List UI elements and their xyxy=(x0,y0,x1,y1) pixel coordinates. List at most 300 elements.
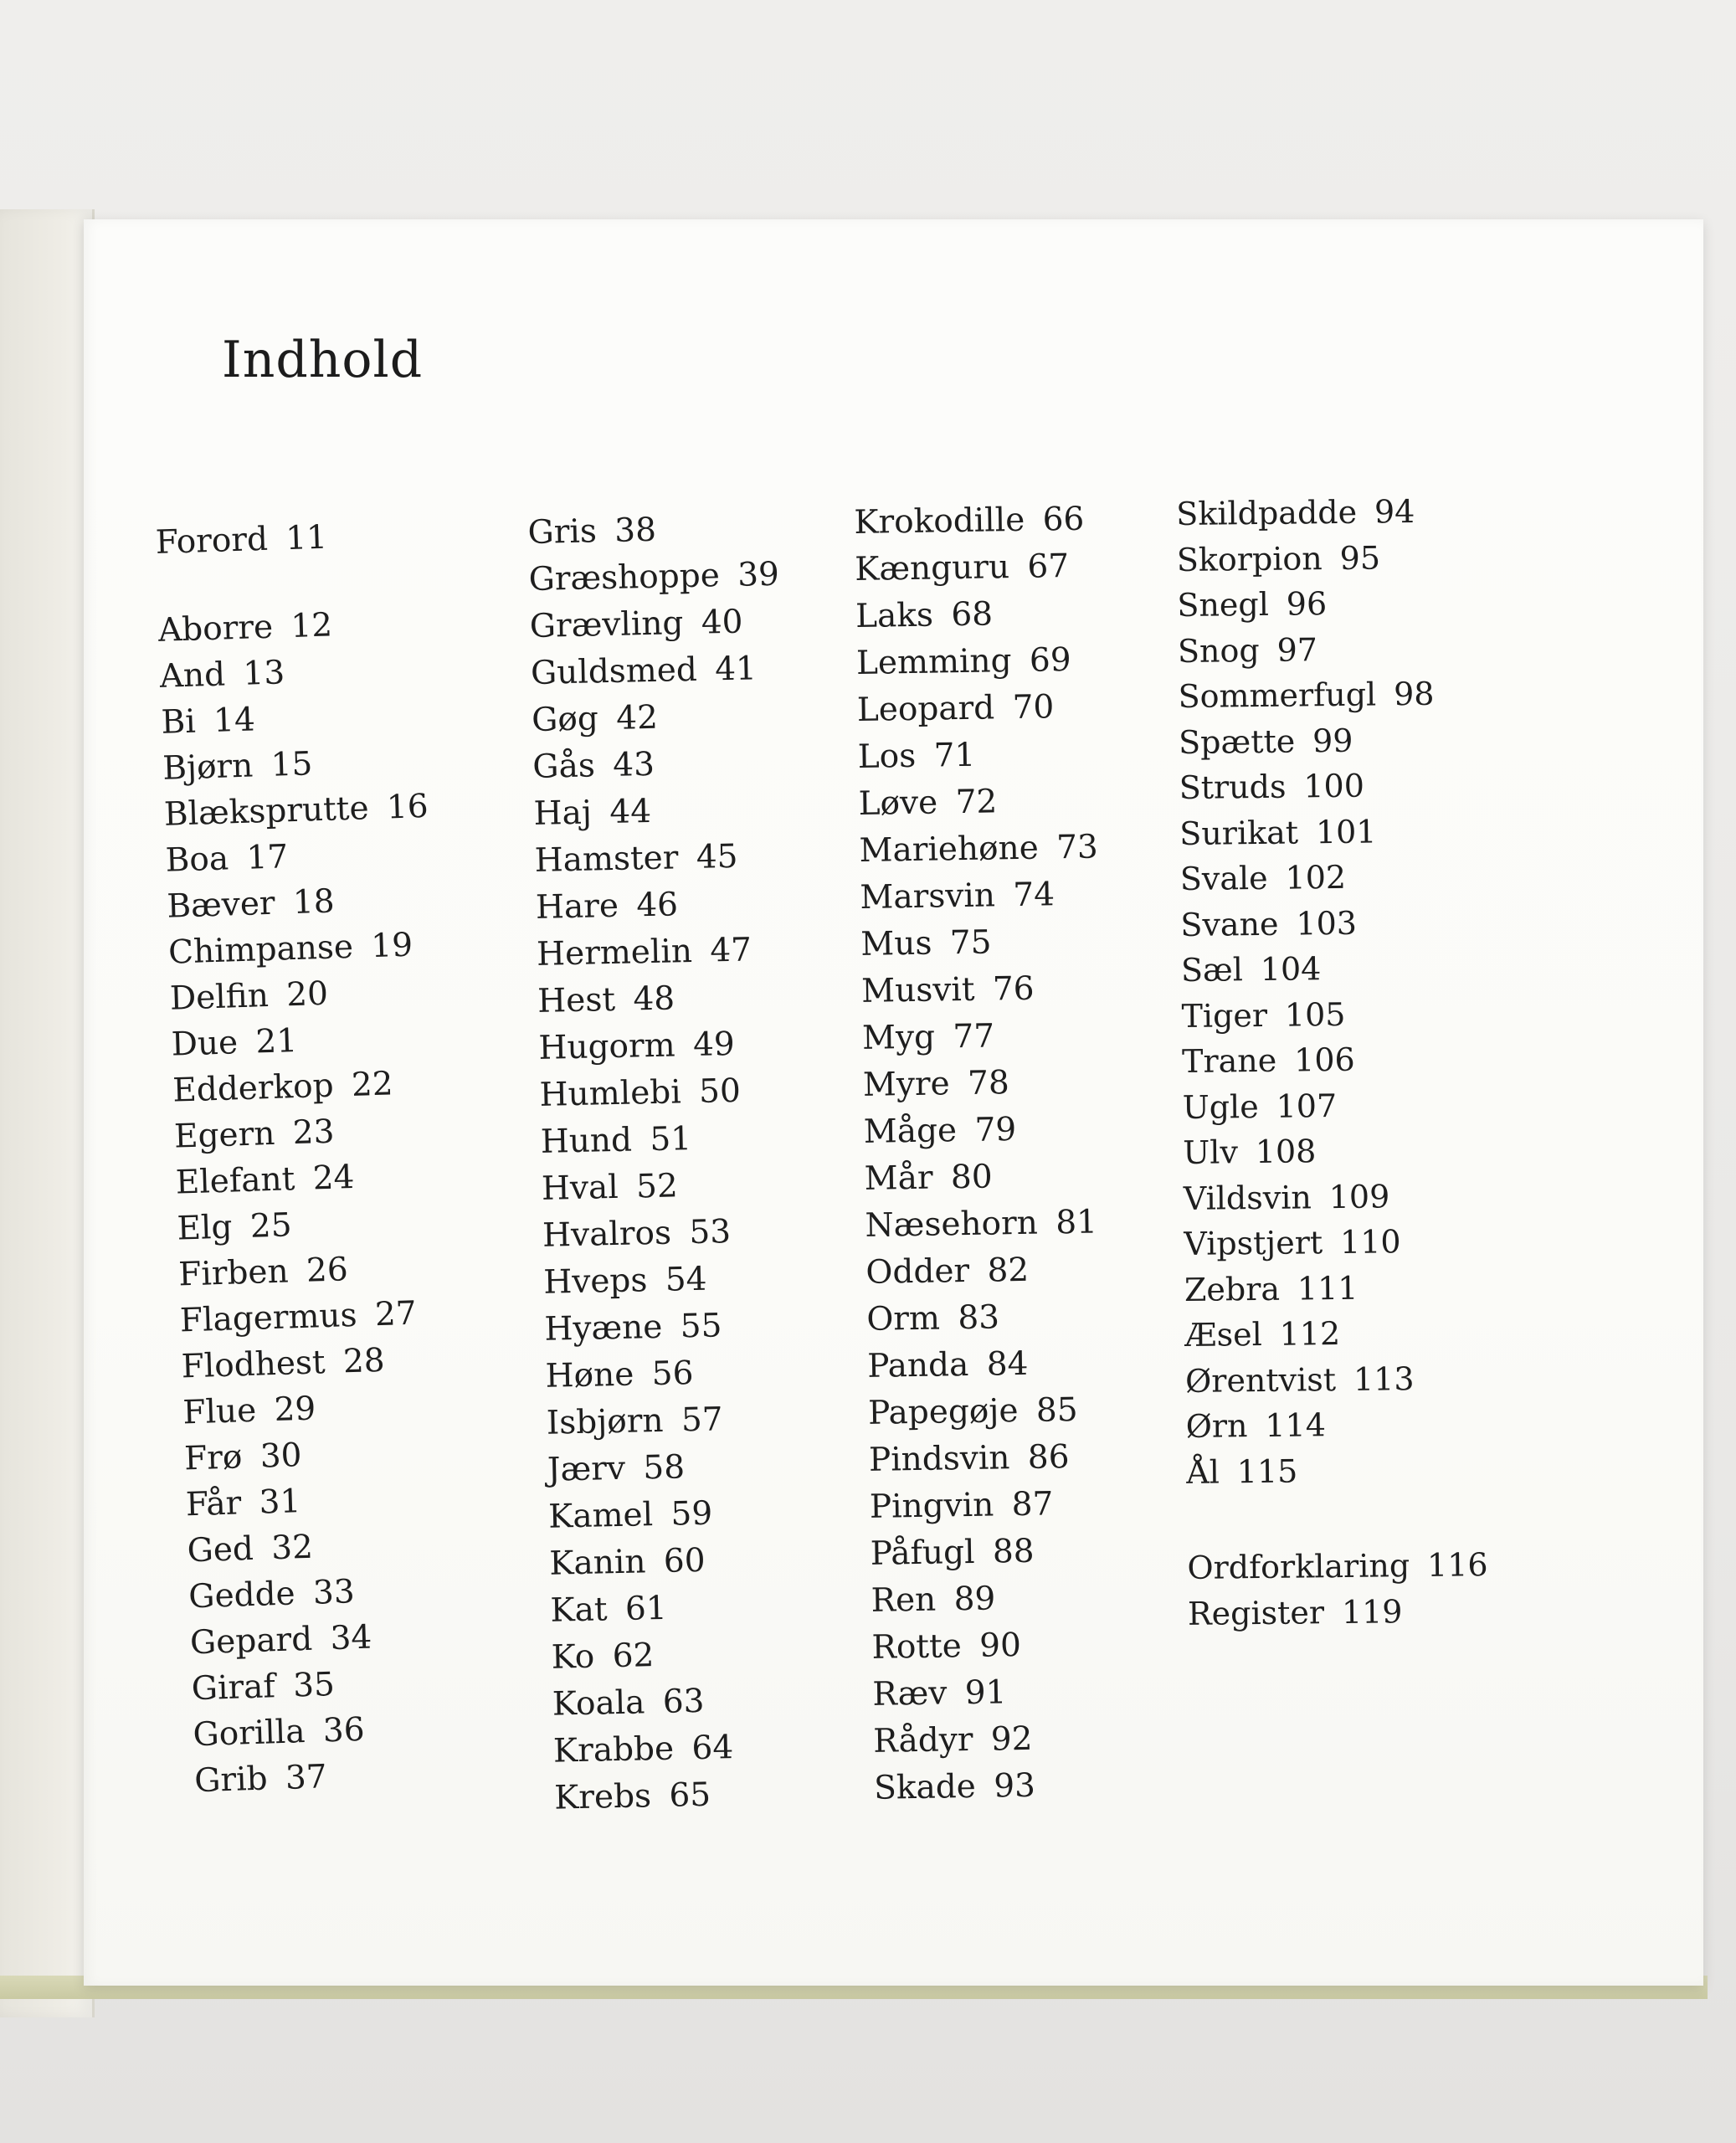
toc-entry-page-number: 93 xyxy=(993,1766,1036,1806)
toc-entry xyxy=(532,693,783,745)
toc-entry-title: Pindsvin xyxy=(868,1439,1010,1479)
toc-entry-title: Vildsvin xyxy=(1183,1178,1312,1217)
toc-entry xyxy=(551,1630,802,1682)
toc-entry-page-number: 110 xyxy=(1339,1223,1401,1261)
toc-entry-title: Forord xyxy=(155,520,269,562)
toc-entry-title: Hyæne xyxy=(544,1308,663,1349)
toc-entry-page-number: 40 xyxy=(701,603,743,642)
toc-entry-title: Ordforklaring xyxy=(1187,1547,1410,1586)
toc-entry-page-number: 25 xyxy=(249,1206,293,1246)
toc-entry xyxy=(173,1107,439,1161)
toc-entry-page-number: 14 xyxy=(213,701,256,740)
toc-entry xyxy=(855,544,1094,594)
toc-entry xyxy=(554,1770,805,1822)
toc-entry xyxy=(161,692,426,747)
toc-entry-page-number: 74 xyxy=(1012,876,1055,915)
toc-entry-page-number: 51 xyxy=(649,1120,692,1159)
toc-entry-page-number: 39 xyxy=(737,555,780,594)
toc-entry-page-number: 68 xyxy=(951,595,994,635)
toc-entry xyxy=(1184,1219,1485,1267)
toc-entry-page-number: 46 xyxy=(635,886,679,925)
toc-entry xyxy=(545,1349,796,1401)
toc-entry-title: Ræv xyxy=(872,1674,948,1714)
toc-entry-title: Edderkop xyxy=(172,1066,335,1110)
toc-entry xyxy=(1182,1082,1483,1131)
toc-entry-title: Ørn xyxy=(1185,1407,1248,1445)
toc-entry-page-number: 116 xyxy=(1426,1546,1488,1584)
toc-entry-page-number: 45 xyxy=(696,837,738,876)
toc-entry xyxy=(1179,763,1480,811)
toc-entry-title: Bjørn xyxy=(162,747,254,788)
toc-entry-title: Hund xyxy=(540,1121,633,1161)
toc-entry-title: Sommerfugl xyxy=(1178,676,1377,715)
page-title: Indhold xyxy=(222,331,424,389)
toc-entry xyxy=(172,1061,438,1115)
toc-entry xyxy=(529,599,780,651)
toc-entry-title: Ugle xyxy=(1182,1087,1259,1126)
toc-entry-page-number: 112 xyxy=(1279,1315,1341,1353)
toc-entry xyxy=(191,1658,456,1713)
toc-entry-title: Skade xyxy=(873,1767,977,1807)
toc-entry-page-number: 96 xyxy=(1286,585,1328,623)
toc-entry xyxy=(535,881,786,933)
toc-entry xyxy=(169,969,434,1023)
toc-entry-title: Hare xyxy=(535,886,619,927)
toc-entry-title: Ål xyxy=(1186,1453,1220,1491)
toc-entry-page-number: 34 xyxy=(329,1618,372,1658)
toc-column-3 xyxy=(854,497,1113,1813)
toc-entry-page-number: 30 xyxy=(259,1436,303,1476)
toc-entry-title: Los xyxy=(857,737,917,776)
toc-entry xyxy=(859,825,1098,875)
toc-entry-title: Ørentvist xyxy=(1184,1360,1337,1400)
toc-entry-page-number: 99 xyxy=(1312,722,1353,759)
toc-entry-page-number: 113 xyxy=(1353,1359,1415,1398)
toc-entry xyxy=(533,787,784,839)
toc-entry-title: Haj xyxy=(533,794,593,833)
toc-entry-page-number: 107 xyxy=(1276,1087,1338,1125)
toc-entry xyxy=(858,778,1097,828)
toc-entry-title: Lemming xyxy=(855,642,1012,682)
toc-entry-title: Ged xyxy=(186,1529,254,1570)
toc-entry xyxy=(1177,580,1478,629)
toc-entry xyxy=(871,1575,1110,1625)
toc-entry-page-number: 50 xyxy=(698,1072,742,1111)
toc-entry-page-number: 49 xyxy=(692,1025,736,1064)
toc-entry xyxy=(863,1106,1102,1156)
toc-entry-title: Rotte xyxy=(871,1627,963,1667)
toc-entry-page-number: 42 xyxy=(615,698,659,737)
toc-entry-title: Marsvin xyxy=(860,876,996,917)
toc-entry-page-number: 20 xyxy=(285,974,329,1015)
toc-entry-page-number: 75 xyxy=(949,923,992,963)
toc-entry-title: Spætte xyxy=(1178,722,1296,761)
toc-entry-title: Grævling xyxy=(529,604,684,645)
toc-entry-page-number: 60 xyxy=(663,1541,706,1580)
toc-entry xyxy=(866,1293,1106,1344)
toc-entry xyxy=(869,1434,1108,1484)
toc-entry-page-number: 91 xyxy=(964,1673,1007,1713)
toc-entry-title: Snegl xyxy=(1177,585,1270,624)
toc-entry xyxy=(188,1566,454,1621)
toc-entry-title: Høne xyxy=(545,1355,634,1395)
toc-entry-title: Svane xyxy=(1180,905,1279,943)
toc-entry-page-number: 28 xyxy=(342,1341,386,1381)
toc-entry xyxy=(543,1256,794,1308)
toc-entry xyxy=(552,1724,804,1776)
toc-entry-title: Skorpion xyxy=(1176,539,1323,578)
toc-entry-title: Løve xyxy=(858,784,938,823)
toc-entry-page-number: 69 xyxy=(1029,640,1071,680)
toc-entry-title: Trane xyxy=(1181,1041,1277,1080)
toc-entry-page-number: 67 xyxy=(1027,547,1070,586)
toc-entry-title: Hugorm xyxy=(537,1026,676,1067)
toc-entry xyxy=(871,1621,1111,1672)
toc-entry-page-number: 18 xyxy=(292,882,336,922)
toc-entry xyxy=(177,1245,443,1299)
toc-entry-page-number: 92 xyxy=(990,1719,1033,1759)
toc-entry-page-number: 71 xyxy=(933,736,976,775)
toc-entry xyxy=(177,1199,442,1253)
toc-entry-page-number: 111 xyxy=(1297,1269,1358,1308)
toc-entry-page-number: 70 xyxy=(1012,688,1055,727)
toc-entry-title: Hermelin xyxy=(536,932,693,974)
toc-entry xyxy=(538,1021,789,1073)
toc-entry-title: Hvalros xyxy=(542,1214,672,1255)
toc-entry-title: Græshoppe xyxy=(528,557,721,599)
toc-entry-page-number: 100 xyxy=(1303,767,1365,805)
toc-entry-page-number: 90 xyxy=(978,1627,1022,1665)
toc-entry xyxy=(1178,671,1479,720)
toc-entry-page-number: 81 xyxy=(1055,1203,1098,1242)
toc-entry xyxy=(193,1750,459,1805)
toc-entry xyxy=(155,512,420,567)
toc-entry-page-number: 88 xyxy=(992,1532,1035,1571)
toc-entry-title: Aborre xyxy=(157,608,274,650)
toc-entry xyxy=(874,1762,1113,1812)
toc-entry-title: Hamster xyxy=(534,839,679,880)
toc-entry xyxy=(865,1246,1105,1297)
toc-entry-title: Ko xyxy=(551,1637,595,1677)
toc-entry-page-number: 57 xyxy=(681,1400,724,1440)
toc-entry xyxy=(1179,809,1481,857)
toc-column-4 xyxy=(1176,489,1488,1637)
toc-entry xyxy=(854,497,1093,547)
toc-entry xyxy=(1183,1128,1484,1176)
toc-entry xyxy=(1184,1310,1486,1359)
toc-entry-page-number: 98 xyxy=(1393,675,1435,713)
toc-entry xyxy=(165,830,430,885)
toc-entry-title: Delfin xyxy=(169,977,270,1018)
toc-entry xyxy=(869,1481,1108,1531)
toc-column-1 xyxy=(155,512,460,1805)
toc-entry xyxy=(540,1115,791,1167)
toc-entry xyxy=(870,1528,1109,1578)
toc-entry-title: Musvit xyxy=(860,970,975,1010)
toc-entry-page-number: 12 xyxy=(290,606,333,645)
toc-entry-page-number: 15 xyxy=(270,745,314,784)
toc-entry xyxy=(537,974,788,1026)
toc-entry-title: Zebra xyxy=(1184,1270,1281,1308)
toc-entry-page-number: 24 xyxy=(312,1158,356,1198)
toc-entry-page-number: 48 xyxy=(633,979,675,1019)
toc-entry xyxy=(1182,1036,1483,1085)
toc-entry xyxy=(163,784,429,839)
toc-entry xyxy=(175,1153,440,1207)
toc-entry-page-number: 19 xyxy=(370,926,413,966)
toc-entry-title: Myre xyxy=(862,1065,951,1104)
toc-entry xyxy=(534,834,785,886)
toc-entry-page-number: 79 xyxy=(974,1111,1017,1149)
toc-entry-title: Kænguru xyxy=(854,548,1010,588)
toc-entry-page-number: 86 xyxy=(1027,1438,1070,1477)
toc-entry xyxy=(867,1340,1107,1390)
toc-entry-page-number: 72 xyxy=(955,783,998,822)
toc-entry-title: Flodhest xyxy=(181,1344,326,1386)
toc-entry-page-number: 52 xyxy=(635,1167,679,1206)
toc-entry-page-number: 53 xyxy=(688,1213,732,1252)
toc-entry-page-number: 80 xyxy=(950,1158,993,1197)
toc-entry xyxy=(1186,1447,1487,1496)
toc-entry xyxy=(856,637,1096,687)
toc-entry xyxy=(171,1015,436,1069)
toc-entry-title: Struds xyxy=(1179,768,1287,806)
toc-entry-title: Bi xyxy=(160,702,197,742)
toc-entry-title: Gepard xyxy=(189,1620,313,1662)
toc-entry-title: Mus xyxy=(860,924,932,964)
toc-entry-title: Krokodille xyxy=(854,501,1025,542)
toc-entry-title: Hval xyxy=(541,1168,619,1208)
toc-entry xyxy=(860,918,1100,969)
toc-entry-page-number: 85 xyxy=(1035,1390,1078,1430)
toc-entry-page-number: 43 xyxy=(612,745,655,784)
toc-entry-title: Sæl xyxy=(1180,951,1244,989)
toc-entry xyxy=(1187,1543,1488,1591)
toc-entry xyxy=(159,646,424,701)
toc-entry xyxy=(157,600,423,655)
toc-entry xyxy=(531,646,782,698)
toc-entry-title: Flagermus xyxy=(179,1296,358,1340)
toc-entry xyxy=(528,552,779,604)
toc-entry-page-number: 62 xyxy=(612,1637,655,1676)
toc-entry-page-number: 73 xyxy=(1055,828,1099,867)
toc-entry xyxy=(1181,991,1482,1040)
toc-entry-title: Tiger xyxy=(1181,996,1268,1035)
toc-entry xyxy=(855,591,1095,641)
toc-entry-title: Orm xyxy=(866,1299,941,1339)
toc-entry-title: And xyxy=(159,655,226,696)
toc-entry-page-number: 44 xyxy=(609,792,652,832)
toc-entry-page-number: 104 xyxy=(1260,950,1322,988)
toc-entry xyxy=(873,1715,1112,1765)
toc-entry-title: Måge xyxy=(863,1112,958,1151)
toc-entry-page-number: 106 xyxy=(1293,1041,1355,1079)
previous-page-edge xyxy=(0,209,95,2017)
toc-entry-page-number: 55 xyxy=(680,1307,722,1346)
toc-entry xyxy=(549,1536,800,1588)
toc-entry-page-number: 115 xyxy=(1236,1452,1298,1490)
toc-entry-page-number: 13 xyxy=(242,654,285,693)
toc-entry-title: Ren xyxy=(871,1580,937,1620)
toc-entry-title: Flue xyxy=(182,1391,257,1432)
toc-entry-page-number: 56 xyxy=(651,1354,694,1394)
toc-entry-title: Gedde xyxy=(187,1575,296,1616)
toc-entry-page-number: 78 xyxy=(967,1064,1010,1102)
toc-entry-page-number: 114 xyxy=(1265,1406,1327,1444)
toc-entry-title: Surikat xyxy=(1179,813,1299,852)
toc-entry xyxy=(550,1583,801,1635)
toc-entry-title: Gris xyxy=(527,512,598,552)
toc-entry-page-number: 31 xyxy=(258,1483,301,1522)
toc-entry xyxy=(167,876,432,931)
toc-entry-page-number: 38 xyxy=(614,511,657,550)
toc-entry-title: Pingvin xyxy=(869,1486,994,1526)
toc-entry xyxy=(527,506,778,558)
toc-entry-page-number: 95 xyxy=(1339,538,1381,577)
toc-entry-title: Frø xyxy=(183,1438,244,1478)
toc-entry xyxy=(541,1162,792,1214)
toc-entry-title: Egern xyxy=(173,1114,276,1156)
toc-entry-page-number: 87 xyxy=(1011,1485,1054,1524)
toc-entry-title: Bæver xyxy=(166,884,276,926)
toc-entry-title: Hest xyxy=(537,980,616,1020)
toc-entry xyxy=(544,1303,795,1354)
toc-entry-title: Register xyxy=(1187,1593,1325,1632)
toc-entry-page-number: 64 xyxy=(691,1729,734,1768)
toc-entry-page-number: 102 xyxy=(1285,858,1347,897)
toc-entry xyxy=(182,1383,448,1437)
toc-entry-page-number: 47 xyxy=(709,931,752,970)
toc-entry xyxy=(1188,1589,1489,1637)
toc-entry-title: Blæksprutte xyxy=(163,789,370,834)
toc-entry-title: Giraf xyxy=(191,1668,276,1709)
toc-entry-title: Krabbe xyxy=(552,1729,675,1770)
toc-entry-page-number: 35 xyxy=(292,1665,336,1705)
toc-entry xyxy=(865,1200,1104,1250)
toc-entry-page-number: 109 xyxy=(1328,1177,1390,1215)
toc-entry-page-number: 84 xyxy=(986,1344,1029,1384)
toc-column-2 xyxy=(527,506,805,1823)
toc-entry xyxy=(1184,1174,1485,1222)
toc-entry xyxy=(193,1704,458,1759)
toc-entry xyxy=(862,1012,1102,1062)
toc-entry-page-number: 17 xyxy=(245,838,289,877)
toc-entry-page-number: 65 xyxy=(668,1776,711,1815)
toc-entry-title: Kanin xyxy=(548,1543,646,1583)
toc-entry-title: Leopard xyxy=(856,689,995,729)
toc-entry-title: Elefant xyxy=(175,1160,295,1202)
toc-entry xyxy=(1177,535,1478,583)
toc-entry xyxy=(167,922,433,977)
toc-entry-title: Påfugl xyxy=(870,1533,975,1573)
toc-entry-title: Kat xyxy=(550,1591,609,1630)
toc-entry-page-number: 27 xyxy=(374,1294,418,1334)
toc-entry xyxy=(868,1387,1107,1437)
toc-entry-title: Laks xyxy=(855,596,934,635)
toc-entry xyxy=(162,738,427,793)
toc-entry-title: Skildpadde xyxy=(1176,493,1358,532)
toc-entry xyxy=(1176,489,1477,537)
toc-entry xyxy=(861,965,1101,1015)
toc-entry xyxy=(860,871,1099,922)
toc-entry-page-number: 29 xyxy=(273,1390,316,1430)
toc-entry-title: Grib xyxy=(193,1760,269,1801)
toc-entry-page-number: 66 xyxy=(1042,500,1085,539)
toc-entry-page-number: 41 xyxy=(714,650,758,689)
toc-entry-page-number: 54 xyxy=(665,1260,707,1299)
toc-entry-title: Chimpanse xyxy=(167,928,354,972)
toc-entry-title: Elg xyxy=(176,1208,234,1248)
toc-entry xyxy=(857,731,1097,781)
toc-entry-title: Isbjørn xyxy=(546,1401,664,1442)
toc-entry-page-number: 11 xyxy=(285,518,328,558)
toc-entry xyxy=(1181,945,1482,994)
toc-entry-page-number: 63 xyxy=(662,1682,705,1721)
toc-entry xyxy=(546,1396,797,1448)
toc-entry-title: Koala xyxy=(552,1683,645,1724)
toc-entry-page-number: 89 xyxy=(953,1580,996,1619)
toc-entry xyxy=(1185,1356,1487,1405)
toc-entry-title: Panda xyxy=(866,1345,969,1385)
toc-entry-page-number: 77 xyxy=(953,1017,995,1056)
toc-entry-title: Svale xyxy=(1179,859,1268,897)
toc-entry xyxy=(1180,854,1482,902)
toc-entry-page-number: 103 xyxy=(1296,904,1358,943)
toc-entry-title: Jærv xyxy=(547,1449,626,1489)
toc-entry xyxy=(1184,1265,1486,1313)
toc-entry xyxy=(183,1429,449,1483)
toc-entry-title: Mariehøne xyxy=(859,829,1040,870)
toc-entry-page-number: 33 xyxy=(312,1573,356,1612)
toc-entry-page-number: 23 xyxy=(292,1113,336,1153)
toc-entry-title: Næsehorn xyxy=(865,1204,1039,1245)
toc-entry-page-number: 58 xyxy=(642,1448,686,1488)
toc-entry-page-number: 82 xyxy=(987,1251,1030,1290)
toc-entry xyxy=(1180,900,1482,948)
toc-entry-title: Due xyxy=(170,1024,239,1064)
toc-entry xyxy=(863,1059,1102,1109)
toc-entry xyxy=(179,1291,444,1345)
toc-entry-title: Vipstjert xyxy=(1184,1224,1323,1262)
toc-entry-page-number: 83 xyxy=(958,1298,1000,1338)
toc-entry-title: Guldsmed xyxy=(530,650,698,692)
toc-entry-title: Kamel xyxy=(547,1496,654,1536)
toc-entry-page-number: 61 xyxy=(624,1589,668,1628)
toc-entry xyxy=(181,1337,446,1391)
toc-entry xyxy=(864,1153,1103,1203)
toc-entry-title: Papegøje xyxy=(867,1392,1019,1432)
toc-entry xyxy=(872,1668,1112,1719)
toc-entry-title: Odder xyxy=(865,1251,970,1292)
toc-spacer xyxy=(1187,1493,1488,1546)
toc-entry xyxy=(187,1520,452,1575)
toc-entry-page-number: 36 xyxy=(322,1710,366,1750)
toc-entry xyxy=(1185,1401,1487,1450)
toc-entry-title: Ulv xyxy=(1183,1133,1239,1171)
toc-entry xyxy=(1178,626,1479,675)
toc-entry xyxy=(537,928,788,979)
toc-entry xyxy=(189,1612,455,1667)
toc-entry-page-number: 22 xyxy=(351,1065,394,1104)
toc-entry-page-number: 26 xyxy=(306,1251,349,1290)
toc-entry-title: Firben xyxy=(177,1252,290,1294)
toc-entry-page-number: 76 xyxy=(992,969,1035,1009)
toc-entry-title: Myg xyxy=(861,1018,936,1057)
toc-entry-page-number: 32 xyxy=(270,1528,314,1568)
toc-entry-page-number: 119 xyxy=(1341,1592,1403,1631)
toc-entry-title: Æsel xyxy=(1184,1315,1262,1354)
toc-entry-page-number: 37 xyxy=(285,1758,328,1797)
